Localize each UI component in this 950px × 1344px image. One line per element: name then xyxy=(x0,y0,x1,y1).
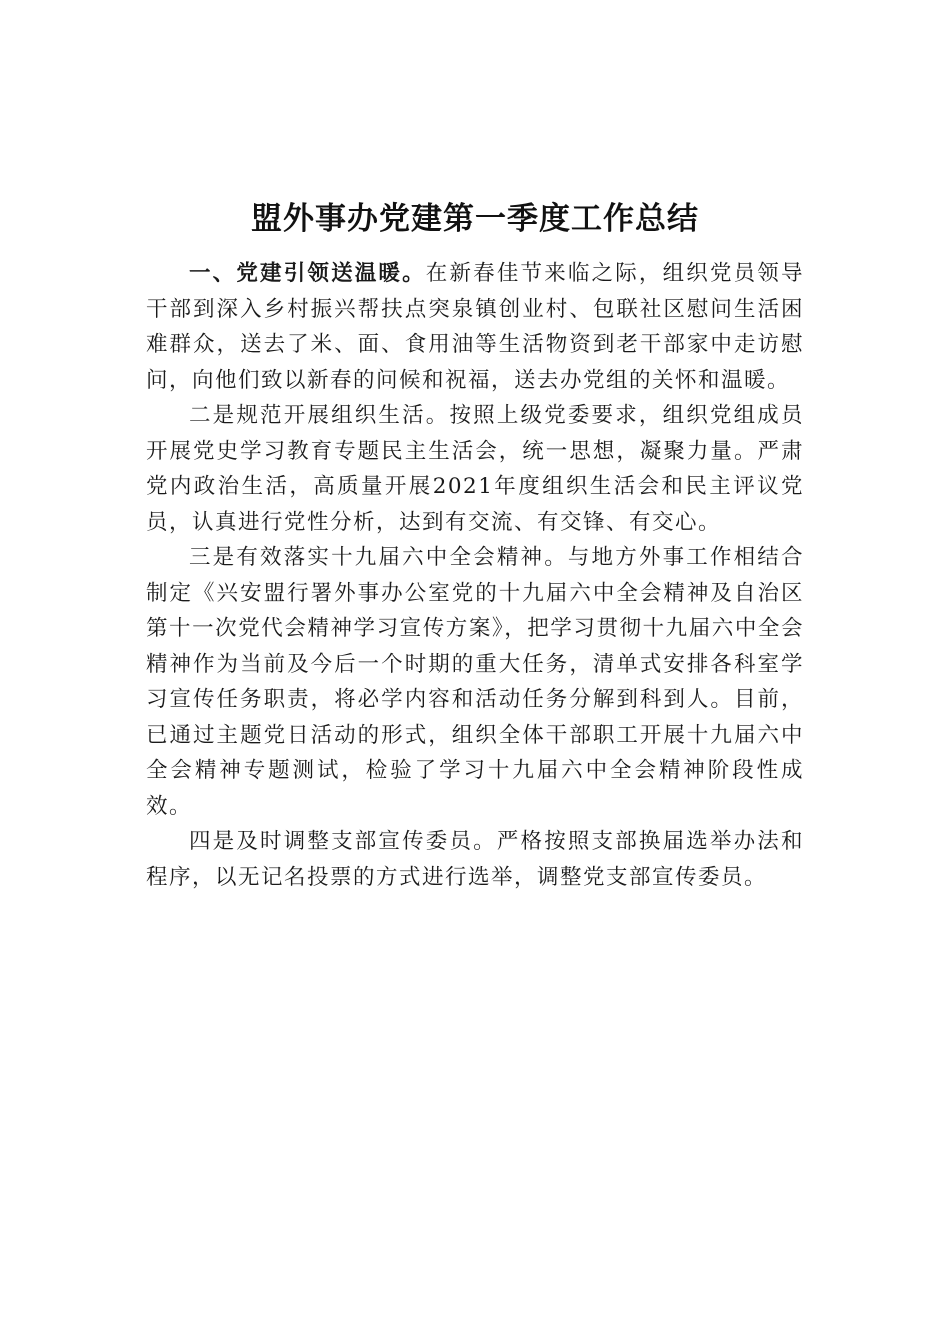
paragraph-text: 在新春佳节来临之际，组织党员领导干部到深入乡村振兴帮扶点突泉镇创业村、包联社区慰问生活困难群众，送去了米、面、食用油等生活物资到老干部家中走访慰问，向他们致以新春的问候和祝福，送去办党组的关怀和温暖。 xyxy=(146,261,804,393)
paragraph-text: 三是有效落实十九届六中全会精神。与地方外事工作相结合制定《兴安盟行署外事办公室党的十九届六中全会精神及自治区第十一次党代会精神学习宣传方案》，把学习贯彻十九届六中全会精神作为当前及今后一个时期的重大任务，清单式安排各科室学习宣传任务职责，将必学内容和活动任务分解到科到人。目前，已通过主题党日活动的形式，组织全体干部职工开展十九届六中全会精神专题测试，检验了学习十九届六中全会精神阶段性成效。 xyxy=(146,545,804,819)
paragraph-text: 二是规范开展组织生活。按照上级党委要求，组织党组成员开展党史学习教育专题民主生活会，统一思想，凝聚力量。严肃党内政治生活，高质量开展2021年度组织生活会和民主评议党员，认真进行党性分析，达到有交流、有交锋、有交心。 xyxy=(146,403,804,535)
paragraph-2 xyxy=(146,398,804,540)
paragraph-4 xyxy=(146,824,804,895)
page-title: 盟外事办党建第一季度工作总结 xyxy=(251,201,699,237)
paragraph-3 xyxy=(146,540,804,824)
document-body xyxy=(146,256,804,895)
paragraph-1 xyxy=(146,256,804,398)
paragraph-lead: 一、党建引领送温暖。 xyxy=(189,261,426,286)
paragraph-text: 四是及时调整支部宣传委员。严格按照支部换届选举办法和程序，以无记名投票的方式进行选举，调整党支部宣传委员。 xyxy=(146,829,804,890)
